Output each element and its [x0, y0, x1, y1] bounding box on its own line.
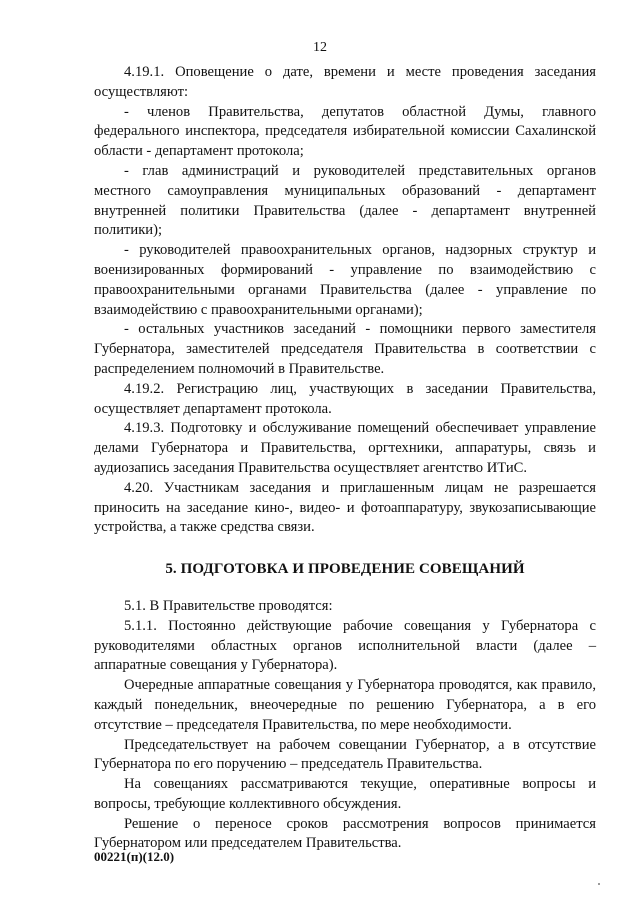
- paragraph-4-19-3: 4.19.3. Подготовку и обслуживание помещений обеспечивает управление делами Губернатора и Правительства, оргтехники, аппаратуры, связь и аудиозапись заседания Правительства осуществляет агентство ИТиС.: [94, 420, 596, 476]
- paragraph-notify-law-enforcement: - руководителей правоохранительных органов, надзорных структур и военизированных формирований - управление по взаимодействию с правоохранительными органами Правительства (далее - управление по взаимодействию с правоохранительными органами);: [94, 242, 596, 318]
- paragraph-regular-meetings: Очередные аппаратные совещания у Губернатора проводятся, как правило, каждый понедельник, внеочередные по решению Губернатора, а в его отсутствие – председателя Правительства, по мере необходимости.: [94, 677, 596, 733]
- paragraph-4-19-1: 4.19.1. Оповещение о дате, времени и месте проведения заседания осуществляют:: [94, 64, 596, 100]
- paragraph-postponement: Решение о переносе сроков рассмотрения вопросов принимается Губернатором или председателем Правительства.: [94, 815, 596, 852]
- paragraph-notify-local-heads: - глав администраций и руководителей представительных органов местного самоуправления муниципальных образований - департамент внутренней политики Правительства (далее - департамент внутренней политики);: [94, 162, 596, 239]
- paragraph-5-1: 5.1. В Правительстве проводятся:: [124, 597, 333, 614]
- section-heading: 5. ПОДГОТОВКА И ПРОВЕДЕНИЕ СОВЕЩАНИЙ: [165, 561, 525, 578]
- scan-mark: [598, 883, 600, 885]
- paragraph-notify-other-participants: - остальных участников заседаний - помощники первого заместителя Губернатора, заместителей председателя Правительства в соответствии с распределением полномочий в Правительстве.: [94, 321, 596, 377]
- paragraph-4-19-2: 4.19.2. Регистрацию лиц, участвующих в заседании Правительства, осуществляет департамент протокола.: [94, 380, 596, 417]
- document-code: 00221(п)(12.0): [94, 849, 175, 864]
- paragraph-chairing: Председательствует на рабочем совещании Губернатор, а в отсутствие Губернатора по его поручению – председатель Правительства.: [94, 736, 596, 773]
- paragraph-4-20: 4.20. Участникам заседания и приглашенным лицам не разрешается приносить на заседание кино-, видео- и фотоаппаратуру, звукозаписывающие устройства, а также средства связи.: [94, 479, 596, 536]
- paragraph-notify-government-members: - членов Правительства, депутатов областной Думы, главного федерального инспектора, председателя избирательной комиссии Сахалинской области - департамент протокола;: [94, 103, 596, 160]
- paragraph-topics: На совещаниях рассматриваются текущие, оперативные вопросы и вопросы, требующие коллективного обсуждения.: [94, 776, 596, 812]
- paragraph-5-1-1: 5.1.1. Постоянно действующие рабочие совещания у Губернатора с руководителями областных органов исполнительной власти (далее – аппаратные совещания у Губернатора).: [94, 617, 596, 674]
- page-number: 12: [313, 40, 327, 55]
- document-body: [94, 63, 596, 854]
